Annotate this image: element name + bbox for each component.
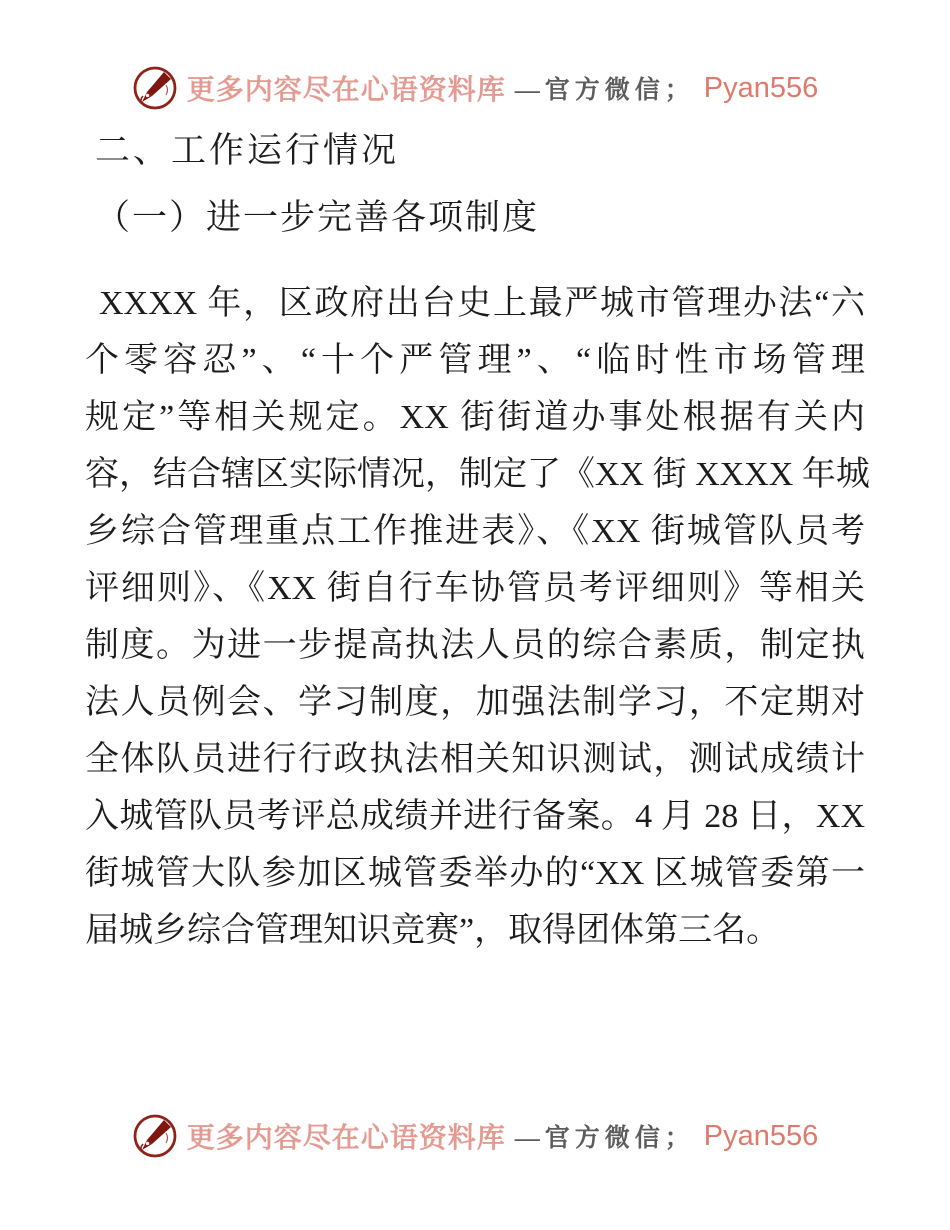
watermark-divider-text: —官方微信；: [514, 1125, 695, 1152]
paragraph-line: 乡综合管理重点工作推进表》、《XX 街城管队员考: [85, 513, 865, 550]
section-heading: 二、工作运行情况: [95, 131, 400, 170]
header-watermark: [0, 62, 950, 114]
paragraph-line: 制度。为进一步提高执法人员的综合素质，制定执: [85, 627, 865, 664]
subsection-heading: （一）进一步完善各项制度: [95, 198, 540, 237]
watermark-wechat-account: Pyan556: [703, 71, 819, 104]
watermark-text: 更多内容尽在心语资料库: [186, 1123, 506, 1154]
watermark-divider-text: —官方微信；: [514, 77, 695, 104]
paragraph-line: 街城管大队参加区城管委举办的“XX 区城管委第一: [85, 855, 865, 892]
paragraph-line: 入城管队员考评总成绩并进行备案。4 月 28 日，XX: [85, 798, 865, 835]
paragraph-line: XXXX 年，区政府出台史上最严城市管理办法“六: [99, 285, 865, 322]
paragraph-line: 个零容忍”、“十个严管理”、“临时性市场管理: [85, 342, 865, 379]
paragraph-line: 评细则》、《XX 街自行车协管员考评细则》等相关: [85, 570, 865, 607]
pen-nib-logo-icon: [132, 1113, 178, 1159]
footer-watermark: [0, 1110, 950, 1162]
paragraph-line: 规定”等相关规定。XX 街街道办事处根据有关内: [85, 399, 865, 436]
paragraph-line: 届城乡综合管理知识竞赛”，取得团体第三名。: [85, 912, 781, 949]
paragraph-line: 容，结合辖区实际情况，制定了《XX 街 XXXX 年城: [85, 456, 870, 493]
paragraph-line: 法人员例会、学习制度，加强法制学习，不定期对: [85, 684, 865, 721]
document-content: [85, 125, 870, 959]
paragraph-line: 全体队员进行行政执法相关知识测试，测试成绩计: [85, 741, 865, 778]
pen-nib-logo-icon: [132, 65, 178, 111]
body-paragraph: [85, 275, 870, 959]
watermark-text: 更多内容尽在心语资料库: [186, 75, 506, 106]
watermark-wechat-account: Pyan556: [703, 1119, 819, 1152]
